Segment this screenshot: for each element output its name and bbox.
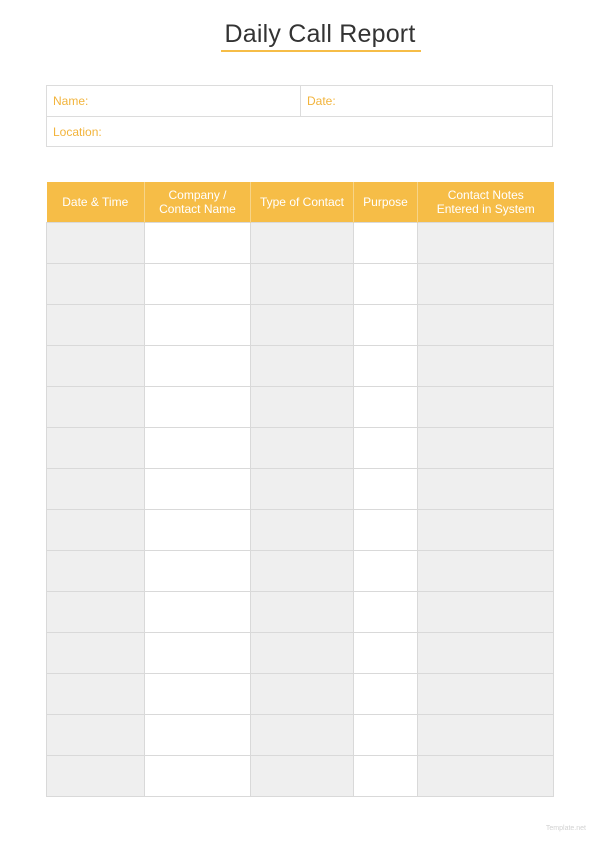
watermark: Template.net — [545, 825, 586, 832]
cell-company-contact[interactable] — [145, 633, 251, 674]
cell-purpose[interactable] — [354, 469, 418, 510]
table-row — [47, 633, 554, 674]
cell-company-contact[interactable] — [145, 592, 251, 633]
cell-purpose[interactable] — [354, 346, 418, 387]
cell-purpose[interactable] — [354, 305, 418, 346]
table-row — [47, 510, 554, 551]
cell-date-time[interactable] — [47, 346, 145, 387]
cell-date-time[interactable] — [47, 551, 145, 592]
cell-type-of-contact[interactable] — [251, 346, 354, 387]
table-row — [47, 469, 554, 510]
cell-contact-notes[interactable] — [418, 551, 554, 592]
cell-company-contact[interactable] — [145, 305, 251, 346]
cell-contact-notes[interactable] — [418, 428, 554, 469]
cell-date-time[interactable] — [47, 592, 145, 633]
cell-date-time[interactable] — [47, 633, 145, 674]
cell-type-of-contact[interactable] — [251, 510, 354, 551]
cell-type-of-contact[interactable] — [251, 264, 354, 305]
name-field[interactable] — [47, 86, 301, 116]
cell-company-contact[interactable] — [145, 715, 251, 756]
column-header-contact-notes: Contact Notes Entered in System — [418, 182, 554, 223]
page-title: Daily Call Report — [224, 20, 416, 48]
table-row — [47, 674, 554, 715]
cell-date-time[interactable] — [47, 715, 145, 756]
table-row — [47, 715, 554, 756]
cell-type-of-contact[interactable] — [251, 223, 354, 264]
cell-company-contact[interactable] — [145, 469, 251, 510]
table-row — [47, 387, 554, 428]
cell-date-time[interactable] — [47, 305, 145, 346]
cell-date-time[interactable] — [47, 387, 145, 428]
call-log-table — [46, 182, 554, 797]
cell-purpose[interactable] — [354, 715, 418, 756]
cell-contact-notes[interactable] — [418, 674, 554, 715]
table-row — [47, 756, 554, 797]
cell-company-contact[interactable] — [145, 674, 251, 715]
cell-contact-notes[interactable] — [418, 264, 554, 305]
cell-company-contact[interactable] — [145, 510, 251, 551]
table-row — [47, 305, 554, 346]
title-underline — [221, 50, 421, 52]
cell-contact-notes[interactable] — [418, 715, 554, 756]
cell-type-of-contact[interactable] — [251, 756, 354, 797]
column-header-purpose: Purpose — [354, 182, 418, 223]
cell-purpose[interactable] — [354, 264, 418, 305]
table-row — [47, 346, 554, 387]
cell-contact-notes[interactable] — [418, 633, 554, 674]
cell-purpose[interactable] — [354, 756, 418, 797]
cell-contact-notes[interactable] — [418, 510, 554, 551]
cell-purpose[interactable] — [354, 387, 418, 428]
column-header-company-contact: Company / Contact Name — [145, 182, 251, 223]
cell-type-of-contact[interactable] — [251, 428, 354, 469]
cell-type-of-contact[interactable] — [251, 469, 354, 510]
cell-company-contact[interactable] — [145, 551, 251, 592]
info-box — [46, 85, 553, 147]
cell-company-contact[interactable] — [145, 346, 251, 387]
cell-company-contact[interactable] — [145, 428, 251, 469]
name-label: Name: — [53, 94, 89, 108]
cell-type-of-contact[interactable] — [251, 633, 354, 674]
cell-date-time[interactable] — [47, 428, 145, 469]
cell-contact-notes[interactable] — [418, 592, 554, 633]
cell-purpose[interactable] — [354, 551, 418, 592]
table-row — [47, 551, 554, 592]
cell-type-of-contact[interactable] — [251, 305, 354, 346]
cell-date-time[interactable] — [47, 756, 145, 797]
cell-company-contact[interactable] — [145, 387, 251, 428]
cell-purpose[interactable] — [354, 592, 418, 633]
cell-date-time[interactable] — [47, 674, 145, 715]
cell-date-time[interactable] — [47, 264, 145, 305]
cell-contact-notes[interactable] — [418, 223, 554, 264]
cell-contact-notes[interactable] — [418, 346, 554, 387]
cell-date-time[interactable] — [47, 223, 145, 264]
table-row — [47, 264, 554, 305]
cell-purpose[interactable] — [354, 428, 418, 469]
cell-type-of-contact[interactable] — [251, 715, 354, 756]
cell-date-time[interactable] — [47, 510, 145, 551]
table-body — [47, 223, 554, 797]
cell-company-contact[interactable] — [145, 223, 251, 264]
cell-purpose[interactable] — [354, 510, 418, 551]
cell-type-of-contact[interactable] — [251, 551, 354, 592]
location-field[interactable] — [47, 117, 552, 147]
cell-type-of-contact[interactable] — [251, 592, 354, 633]
table-row — [47, 428, 554, 469]
location-label: Location: — [53, 125, 102, 139]
cell-company-contact[interactable] — [145, 264, 251, 305]
cell-contact-notes[interactable] — [418, 756, 554, 797]
cell-company-contact[interactable] — [145, 756, 251, 797]
date-label: Date: — [307, 94, 336, 108]
column-header-date-time: Date & Time — [47, 182, 145, 223]
cell-contact-notes[interactable] — [418, 387, 554, 428]
cell-purpose[interactable] — [354, 674, 418, 715]
cell-type-of-contact[interactable] — [251, 674, 354, 715]
table-row — [47, 223, 554, 264]
cell-contact-notes[interactable] — [418, 305, 554, 346]
cell-purpose[interactable] — [354, 633, 418, 674]
info-row-name-date — [47, 86, 552, 117]
cell-type-of-contact[interactable] — [251, 387, 354, 428]
table-header-row — [47, 182, 554, 223]
table-row — [47, 592, 554, 633]
column-header-type-of-contact: Type of Contact — [251, 182, 354, 223]
cell-contact-notes[interactable] — [418, 469, 554, 510]
cell-purpose[interactable] — [354, 223, 418, 264]
cell-date-time[interactable] — [47, 469, 145, 510]
date-field[interactable] — [301, 86, 552, 116]
